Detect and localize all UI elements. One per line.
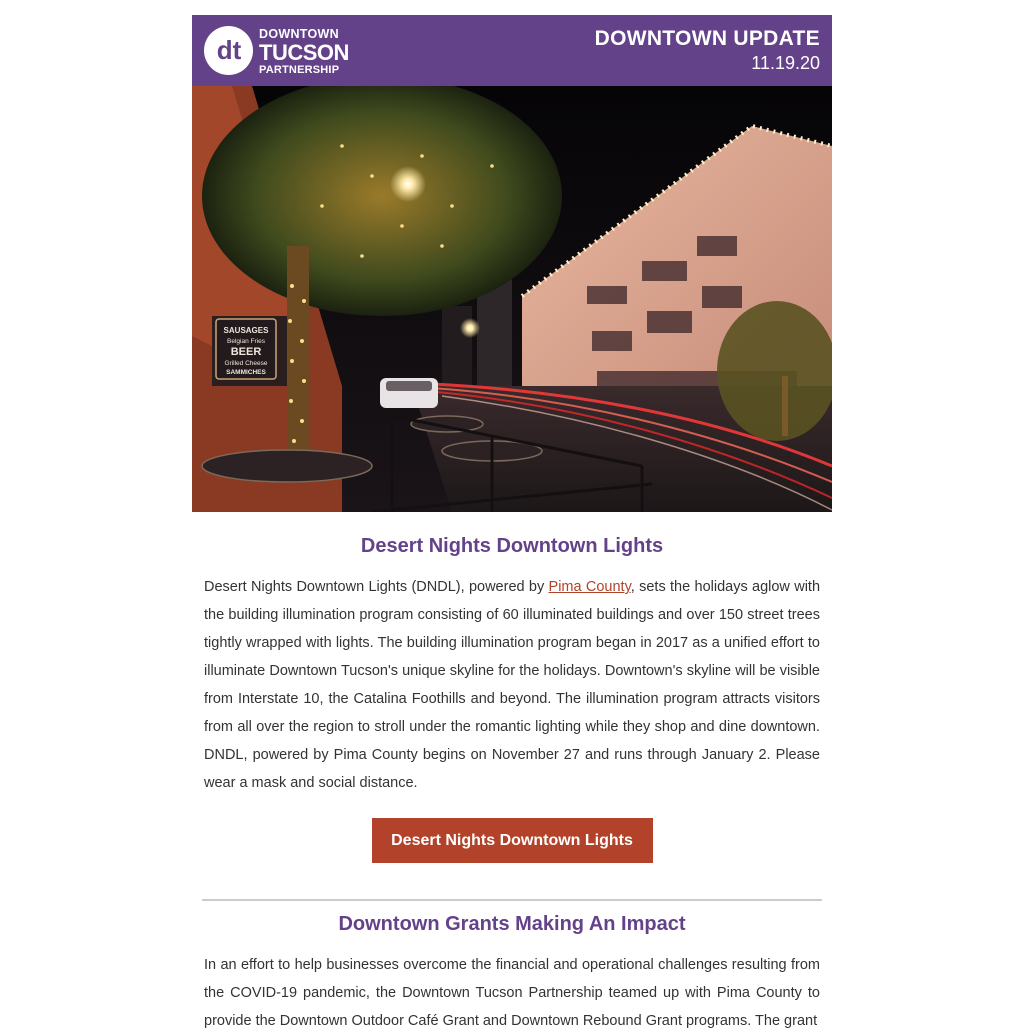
pima-county-link[interactable]: Pima County [548,579,631,595]
article-dndl-text [204,573,820,797]
sign-line-3: BEER [230,346,262,358]
sign-line-4: Grilled Cheese [224,360,268,367]
logo-mark-text: dt [216,35,241,65]
article-dndl-text-start: Desert Nights Downtown Lights (DNDL), powered by [204,579,549,595]
article-dndl-heading: Desert Nights Downtown Lights [360,535,664,557]
newsletter-title: DOWNTOWN UPDATE [594,27,820,50]
sign-line-2: Belgian Fries [227,338,265,345]
sign-line-5: SAMMICHES [226,369,266,376]
section-divider [202,899,822,901]
dndl-button[interactable]: Desert Nights Downtown Lights [372,818,653,863]
article-dndl-text-rest: , sets the holidays aglow with the building illumination program consisting of 60 illuminated buildings and over 150 street trees tightly wrapped with lights. The building illumination program began in 2017 as a unified effort to illuminate Downtown Tucson's unique skyline for the holidays. Downtown's skyline will be visible from Interstate 10, the Catalina Foothills and beyond. The illumination program attracts visitors from all over the region to stroll under the romantic lighting while they shop and dine downtown. DNDL, powered by Pima County begins on November 27 and runs through January 2. Please wear a mask and social distance. [204,579,821,791]
header-banner [192,15,832,86]
newsletter-date: 11.19.20 [751,53,820,73]
article-dndl [192,534,832,863]
logo-wordmark[interactable] [259,28,349,76]
hero-image[interactable] [192,86,832,512]
logo-line-tucson: TUCSON [259,39,349,65]
email-body [192,15,832,1035]
logo-line-partnership: PARTNERSHIP [259,63,340,76]
logo-line-downtown: DOWNTOWN [259,27,339,41]
dtp-logo-icon[interactable] [204,26,253,75]
dndl-button-wrap [204,818,820,863]
article-grants [192,912,832,1035]
article-grants-text: In an effort to help businesses overcome the financial and operational challenges resulting from the COVID-19 pandemic, the Downtown Tucson Partnership teamed up with Pima County to provide the Downtown Outdoor Café Grant and Downtown Rebound Grant programs. The grant [204,957,820,1029]
article-grants-heading: Downtown Grants Making An Impact [338,913,686,935]
sign-line-1: SAUSAGES [223,326,269,335]
